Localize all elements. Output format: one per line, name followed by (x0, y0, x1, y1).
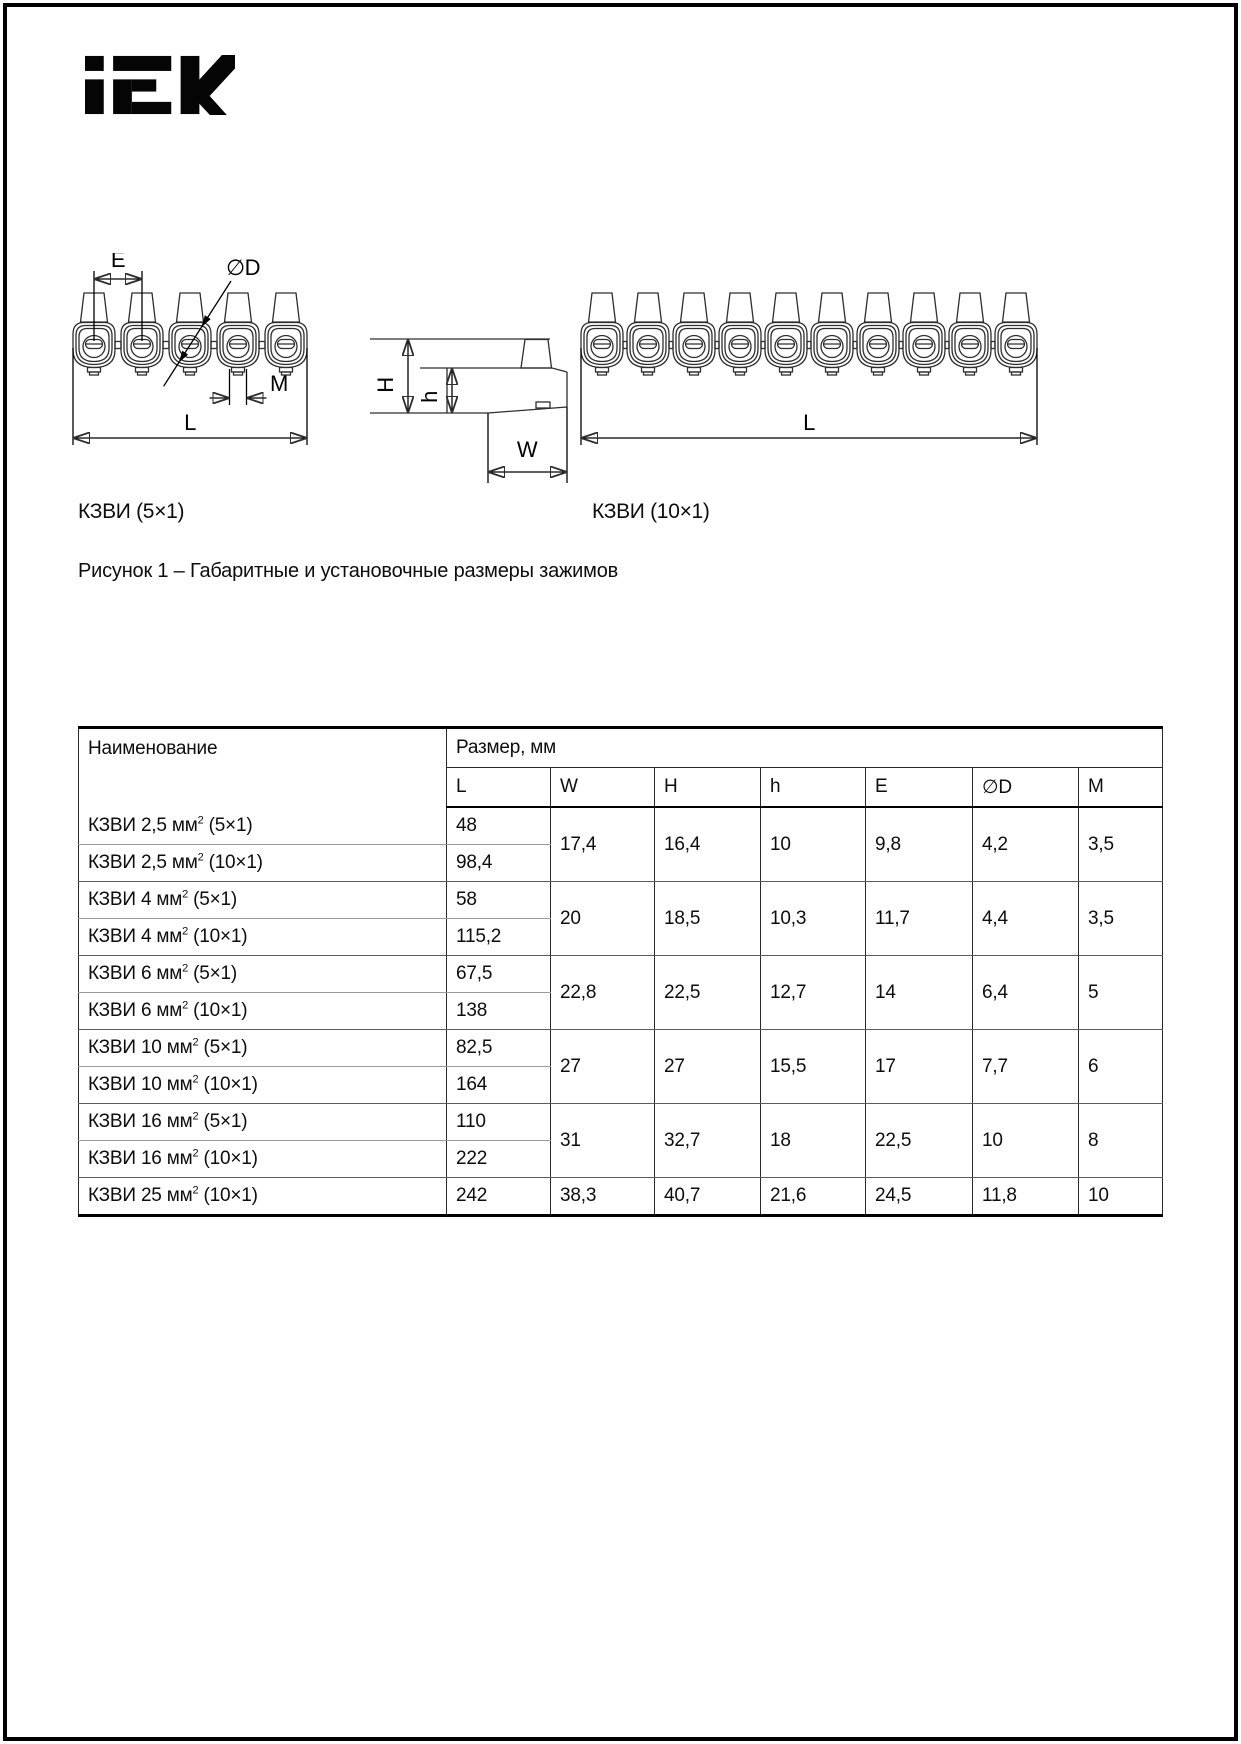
cell-w: 38,3 (551, 1178, 655, 1216)
header-name: Наименование (79, 728, 447, 808)
cell-d: 6,4 (973, 956, 1079, 1030)
dim-label-e: E (110, 253, 126, 272)
dim-label-l-10: L (803, 410, 815, 435)
cell-e: 14 (866, 956, 973, 1030)
superscript: 2 (192, 1036, 199, 1049)
product-name: КЗВИ 6 мм (88, 963, 183, 984)
product-name: КЗВИ 2,5 мм (88, 814, 198, 836)
cell-h: 16,4 (655, 807, 761, 882)
cell-name (79, 1067, 447, 1104)
cell-name (79, 845, 447, 882)
superscript: 2 (192, 1184, 199, 1197)
table-header-group-row (79, 728, 1163, 768)
cell-name (79, 807, 447, 845)
cell-h: 18,5 (655, 882, 761, 956)
cell-m: 10 (1079, 1178, 1163, 1216)
superscript: 2 (182, 962, 189, 975)
cell-hs: 10,3 (761, 882, 866, 956)
cell-l: 110 (447, 1104, 551, 1141)
cell-m: 5 (1079, 956, 1163, 1030)
cell-e: 24,5 (866, 1178, 973, 1216)
product-variant: (10×1) (198, 1148, 258, 1169)
superscript: 2 (197, 814, 204, 827)
table-row (79, 807, 1163, 845)
drawing-front-view-10x1 (578, 253, 1040, 468)
table-row (79, 1030, 1163, 1067)
product-variant: (10×1) (188, 1000, 248, 1021)
cell-hs: 15,5 (761, 1030, 866, 1104)
cell-w: 17,4 (551, 807, 655, 882)
drawing-side-view (345, 295, 575, 495)
cell-d: 10 (973, 1104, 1079, 1178)
cell-m: 6 (1079, 1030, 1163, 1104)
product-name: КЗВИ 16 мм (88, 1111, 193, 1132)
cell-h: 32,7 (655, 1104, 761, 1178)
superscript: 2 (197, 851, 204, 864)
cell-w: 27 (551, 1030, 655, 1104)
terminal-strip-10 (581, 293, 1037, 375)
dim-label-w: W (516, 437, 538, 462)
cell-name (79, 882, 447, 919)
caption-kzvi-10x1: КЗВИ (10×1) (592, 500, 710, 523)
dim-label-m: M (270, 371, 288, 396)
table-row (79, 1104, 1163, 1141)
product-name: КЗВИ 4 мм (88, 926, 183, 947)
cell-l: 58 (447, 882, 551, 919)
superscript: 2 (192, 1110, 199, 1123)
table-row (79, 1178, 1163, 1216)
iek-logo (85, 55, 235, 115)
header-col-h: H (655, 768, 761, 808)
terminal-side-profile (370, 339, 567, 413)
cell-l: 242 (447, 1178, 551, 1216)
dim-label-l-5: L (184, 410, 196, 435)
cell-l: 48 (447, 807, 551, 845)
cell-l: 222 (447, 1141, 551, 1178)
cell-name (79, 993, 447, 1030)
superscript: 2 (182, 925, 189, 938)
cell-w: 22,8 (551, 956, 655, 1030)
cell-hs: 12,7 (761, 956, 866, 1030)
product-name: КЗВИ 4 мм (88, 889, 183, 910)
figure-caption: Рисунок 1 – Габаритные и установочные размеры зажимов (78, 560, 619, 582)
product-variant: (5×1) (188, 889, 237, 910)
header-col-m: M (1079, 768, 1163, 808)
product-variant: (5×1) (198, 1037, 248, 1058)
product-variant: (10×1) (198, 1185, 258, 1206)
terminal-strip-5 (73, 293, 307, 375)
cell-name (79, 1178, 447, 1216)
cell-w: 31 (551, 1104, 655, 1178)
product-variant: (5×1) (198, 1111, 248, 1132)
cell-e: 17 (866, 1030, 973, 1104)
cell-e: 9,8 (866, 807, 973, 882)
header-col-hs: h (761, 768, 866, 808)
superscript: 2 (182, 999, 189, 1012)
header-col-e: E (866, 768, 973, 808)
product-name: КЗВИ 10 мм (88, 1037, 193, 1058)
cell-name (79, 1141, 447, 1178)
caption-kzvi-5x1: КЗВИ (5×1) (78, 500, 185, 523)
product-name: КЗВИ 6 мм (88, 1000, 183, 1021)
product-variant: (10×1) (188, 926, 248, 947)
cell-hs: 10 (761, 807, 866, 882)
dim-label-d: ∅D (226, 255, 261, 280)
product-name: КЗВИ 10 мм (88, 1074, 193, 1095)
cell-l: 67,5 (447, 956, 551, 993)
header-col-l: L (447, 768, 551, 808)
drawing-front-view-5x1 (68, 253, 328, 468)
product-name: КЗВИ 2,5 мм (88, 852, 198, 873)
superscript: 2 (192, 1073, 199, 1086)
product-variant: (10×1) (203, 852, 263, 873)
cell-e: 22,5 (866, 1104, 973, 1178)
cell-d: 4,2 (973, 807, 1079, 882)
header-size-group: Размер, мм (447, 728, 1163, 768)
cell-l: 138 (447, 993, 551, 1030)
cell-name (79, 919, 447, 956)
cell-e: 11,7 (866, 882, 973, 956)
cell-name (79, 1104, 447, 1141)
table-row (79, 882, 1163, 919)
dim-label-h-small: h (417, 391, 442, 403)
product-variant: (10×1) (198, 1074, 258, 1095)
cell-name (79, 956, 447, 993)
header-col-d: ∅D (973, 768, 1079, 808)
cell-l: 115,2 (447, 919, 551, 956)
cell-d: 11,8 (973, 1178, 1079, 1216)
cell-m: 8 (1079, 1104, 1163, 1178)
superscript: 2 (182, 888, 189, 901)
cell-l: 98,4 (447, 845, 551, 882)
cell-l: 164 (447, 1067, 551, 1104)
product-name: КЗВИ 25 мм (88, 1185, 193, 1206)
cell-name (79, 1030, 447, 1067)
superscript: 2 (192, 1147, 199, 1160)
cell-h: 22,5 (655, 956, 761, 1030)
product-variant: (5×1) (188, 963, 237, 984)
header-col-w: W (551, 768, 655, 808)
cell-d: 7,7 (973, 1030, 1079, 1104)
cell-w: 20 (551, 882, 655, 956)
cell-d: 4,4 (973, 882, 1079, 956)
cell-m: 3,5 (1079, 807, 1163, 882)
cell-hs: 21,6 (761, 1178, 866, 1216)
table-row (79, 956, 1163, 993)
cell-hs: 18 (761, 1104, 866, 1178)
cell-m: 3,5 (1079, 882, 1163, 956)
product-name: КЗВИ 16 мм (88, 1148, 193, 1169)
cell-h: 27 (655, 1030, 761, 1104)
cell-l: 82,5 (447, 1030, 551, 1067)
cell-h: 40,7 (655, 1178, 761, 1216)
dimensions-table (78, 726, 1163, 1217)
dim-label-h-cap: H (373, 377, 398, 393)
product-variant: (5×1) (203, 814, 253, 836)
